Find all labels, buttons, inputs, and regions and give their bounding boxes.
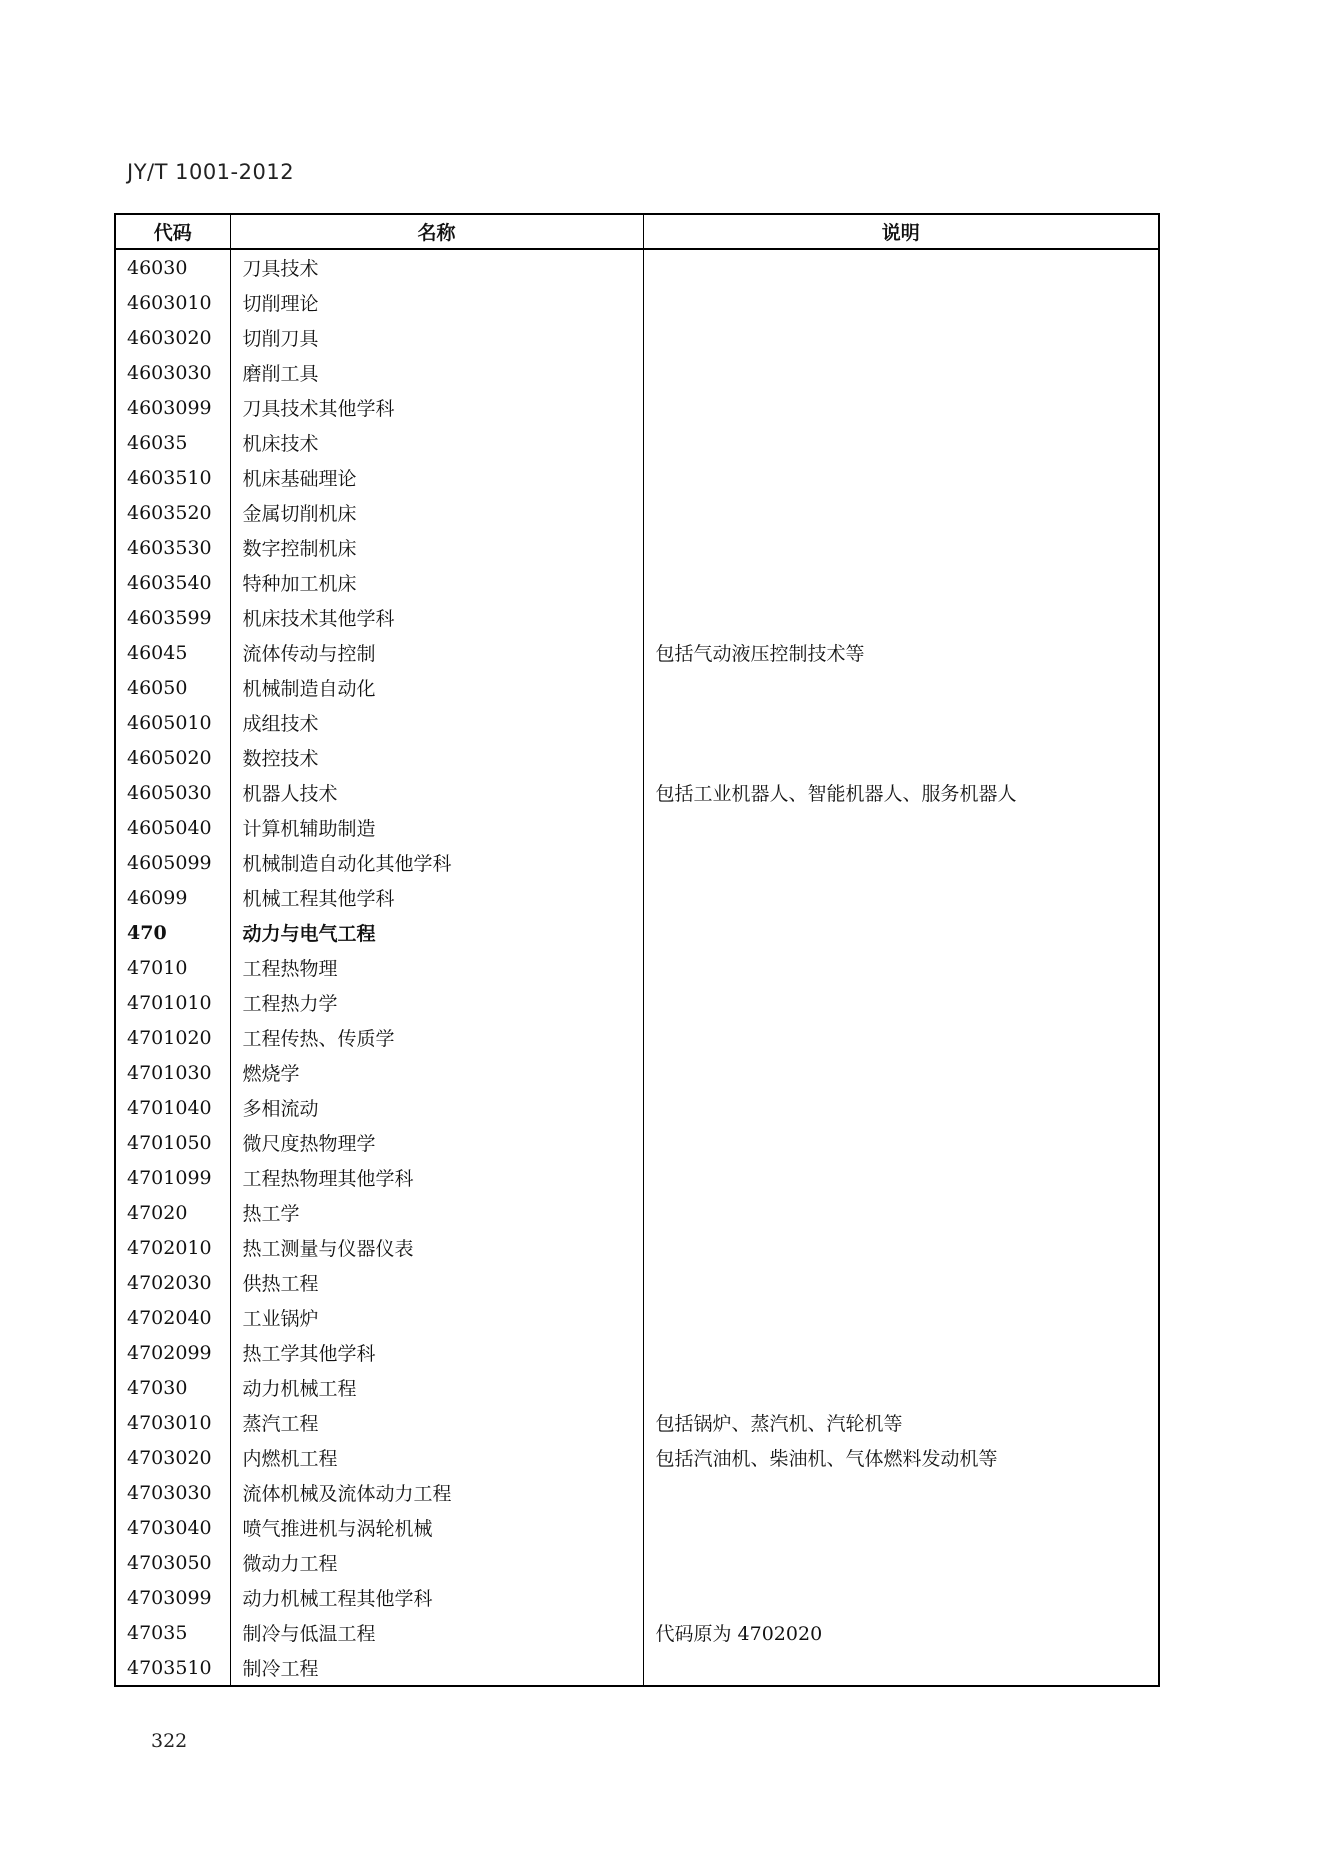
cell-code: 4603520 [127, 501, 212, 524]
cell-name: 流体机械及流体动力工程 [230, 1475, 643, 1510]
cell-code: 47035 [127, 1621, 188, 1644]
cell-note [643, 425, 1159, 460]
cell-note [643, 249, 1159, 285]
cell-name: 动力与电气工程 [230, 915, 643, 950]
table-row [115, 1230, 1159, 1265]
table-row [115, 1580, 1159, 1615]
cell-note [643, 1475, 1159, 1510]
cell-name: 制冷工程 [230, 1650, 643, 1686]
table-row [115, 1370, 1159, 1405]
cell-name: 金属切削机床 [230, 495, 643, 530]
cell-code: 4701030 [127, 1061, 212, 1084]
cell-note [643, 460, 1159, 495]
cell-name: 刀具技术其他学科 [230, 390, 643, 425]
cell-name: 机床基础理论 [230, 460, 643, 495]
table-row [115, 1405, 1159, 1440]
cell-code: 4703099 [127, 1586, 212, 1609]
cell-note [643, 1300, 1159, 1335]
cell-name: 微尺度热物理学 [230, 1125, 643, 1160]
table-row [115, 600, 1159, 635]
cell-note [643, 670, 1159, 705]
discipline-code-table [114, 213, 1160, 1687]
table-row [115, 1160, 1159, 1195]
cell-name: 热工学其他学科 [230, 1335, 643, 1370]
cell-name: 流体传动与控制 [230, 635, 643, 670]
cell-code: 4603099 [127, 396, 212, 419]
cell-code: 47010 [127, 956, 188, 979]
cell-note [643, 950, 1159, 985]
cell-note [643, 1545, 1159, 1580]
cell-name: 工程热力学 [230, 985, 643, 1020]
table-body [115, 249, 1159, 1686]
cell-code: 4702030 [127, 1271, 212, 1294]
cell-code: 4703510 [127, 1656, 212, 1679]
table-row [115, 810, 1159, 845]
table-header [115, 214, 1159, 249]
cell-note [643, 915, 1159, 950]
table-row [115, 249, 1159, 285]
cell-note [643, 355, 1159, 390]
cell-note [643, 1650, 1159, 1686]
cell-note [643, 1510, 1159, 1545]
cell-code: 4603020 [127, 326, 212, 349]
cell-code: 4703030 [127, 1481, 212, 1504]
page-number: 322 [151, 1730, 188, 1752]
cell-name: 燃烧学 [230, 1055, 643, 1090]
cell-name: 动力机械工程 [230, 1370, 643, 1405]
cell-note [643, 1090, 1159, 1125]
cell-name: 切削刀具 [230, 320, 643, 355]
cell-note [643, 285, 1159, 320]
cell-code: 4603599 [127, 606, 212, 629]
cell-note [643, 810, 1159, 845]
cell-code: 4603510 [127, 466, 212, 489]
cell-name: 切削理论 [230, 285, 643, 320]
column-header-code: 代码 [115, 214, 230, 249]
cell-name: 机床技术其他学科 [230, 600, 643, 635]
cell-code: 4603030 [127, 361, 212, 384]
cell-code: 4603540 [127, 571, 212, 594]
cell-code: 470 [127, 921, 167, 944]
table-row [115, 1020, 1159, 1055]
cell-code: 46050 [127, 676, 188, 699]
table-row [115, 460, 1159, 495]
table-row [115, 1510, 1159, 1545]
cell-code: 4701010 [127, 991, 212, 1014]
cell-code: 4702010 [127, 1236, 212, 1259]
cell-name: 工业锅炉 [230, 1300, 643, 1335]
cell-code: 46099 [127, 886, 188, 909]
cell-code: 4702099 [127, 1341, 212, 1364]
cell-code: 4703020 [127, 1446, 212, 1469]
cell-code: 4701050 [127, 1131, 212, 1154]
table-row [115, 390, 1159, 425]
table-row [115, 740, 1159, 775]
cell-name: 内燃机工程 [230, 1440, 643, 1475]
cell-note [643, 390, 1159, 425]
cell-name: 机械工程其他学科 [230, 880, 643, 915]
cell-code: 4703050 [127, 1551, 212, 1574]
cell-name: 工程热物理 [230, 950, 643, 985]
cell-note [643, 1020, 1159, 1055]
cell-note [643, 1265, 1159, 1300]
cell-note: 包括气动液压控制技术等 [643, 635, 1159, 670]
cell-name: 机床技术 [230, 425, 643, 460]
table-row [115, 1615, 1159, 1650]
cell-note [643, 1055, 1159, 1090]
cell-note [643, 565, 1159, 600]
cell-code: 4702040 [127, 1306, 212, 1329]
table-row [115, 1090, 1159, 1125]
cell-note [643, 530, 1159, 565]
table-row [115, 1545, 1159, 1580]
cell-note [643, 600, 1159, 635]
cell-name: 机械制造自动化其他学科 [230, 845, 643, 880]
cell-note: 包括锅炉、蒸汽机、汽轮机等 [643, 1405, 1159, 1440]
cell-note [643, 845, 1159, 880]
cell-note: 代码原为 4702020 [643, 1615, 1159, 1650]
table-row [115, 670, 1159, 705]
cell-code: 4701040 [127, 1096, 212, 1119]
table-row [115, 1440, 1159, 1475]
cell-name: 喷气推进机与涡轮机械 [230, 1510, 643, 1545]
table-row [115, 1195, 1159, 1230]
cell-note [643, 320, 1159, 355]
table-header-row [115, 214, 1159, 249]
cell-code: 47030 [127, 1376, 188, 1399]
document-header: JY/T 1001-2012 [127, 160, 295, 184]
cell-name: 机械制造自动化 [230, 670, 643, 705]
cell-name: 计算机辅助制造 [230, 810, 643, 845]
table-row [115, 495, 1159, 530]
cell-name: 热工学 [230, 1195, 643, 1230]
cell-name: 热工测量与仪器仪表 [230, 1230, 643, 1265]
cell-name: 刀具技术 [230, 249, 643, 285]
cell-name: 数字控制机床 [230, 530, 643, 565]
table-row [115, 565, 1159, 600]
cell-note: 包括工业机器人、智能机器人、服务机器人 [643, 775, 1159, 810]
cell-name: 多相流动 [230, 1090, 643, 1125]
cell-note: 包括汽油机、柴油机、气体燃料发动机等 [643, 1440, 1159, 1475]
table-row [115, 985, 1159, 1020]
table-row [115, 1300, 1159, 1335]
table-row [115, 1055, 1159, 1090]
table-row [115, 1125, 1159, 1160]
cell-name: 制冷与低温工程 [230, 1615, 643, 1650]
table-row [115, 880, 1159, 915]
cell-note [643, 1370, 1159, 1405]
cell-code: 4701020 [127, 1026, 212, 1049]
cell-note [643, 495, 1159, 530]
cell-note [643, 985, 1159, 1020]
cell-name: 工程传热、传质学 [230, 1020, 643, 1055]
table-row [115, 1335, 1159, 1370]
cell-code: 4603010 [127, 291, 212, 314]
cell-name: 工程热物理其他学科 [230, 1160, 643, 1195]
cell-code: 46045 [127, 641, 188, 664]
table-row [115, 530, 1159, 565]
cell-name: 蒸汽工程 [230, 1405, 643, 1440]
cell-code: 4605030 [127, 781, 212, 804]
column-header-note: 说明 [643, 214, 1159, 249]
cell-code: 4703040 [127, 1516, 212, 1539]
table-row [115, 320, 1159, 355]
cell-note [643, 1230, 1159, 1265]
cell-name: 特种加工机床 [230, 565, 643, 600]
cell-name: 供热工程 [230, 1265, 643, 1300]
table-row [115, 915, 1159, 950]
cell-code: 46030 [127, 256, 188, 279]
cell-name: 数控技术 [230, 740, 643, 775]
cell-code: 4605099 [127, 851, 212, 874]
cell-name: 磨削工具 [230, 355, 643, 390]
cell-code: 47020 [127, 1201, 188, 1224]
cell-code: 4701099 [127, 1166, 212, 1189]
cell-code: 4605010 [127, 711, 212, 734]
cell-code: 4605020 [127, 746, 212, 769]
cell-code: 46035 [127, 431, 188, 454]
table-row [115, 1650, 1159, 1686]
table-row [115, 1265, 1159, 1300]
table-row [115, 950, 1159, 985]
column-header-name: 名称 [230, 214, 643, 249]
cell-name: 成组技术 [230, 705, 643, 740]
cell-note [643, 740, 1159, 775]
table-row [115, 775, 1159, 810]
cell-code: 4603530 [127, 536, 212, 559]
cell-note [643, 1335, 1159, 1370]
cell-code: 4605040 [127, 816, 212, 839]
table-row [115, 1475, 1159, 1510]
table-row [115, 355, 1159, 390]
table-row [115, 705, 1159, 740]
cell-note [643, 1195, 1159, 1230]
table-row [115, 285, 1159, 320]
cell-name: 动力机械工程其他学科 [230, 1580, 643, 1615]
cell-name: 微动力工程 [230, 1545, 643, 1580]
table-row [115, 635, 1159, 670]
cell-note [643, 880, 1159, 915]
cell-note [643, 1125, 1159, 1160]
cell-note [643, 705, 1159, 740]
cell-note [643, 1160, 1159, 1195]
cell-code: 4703010 [127, 1411, 212, 1434]
cell-note [643, 1580, 1159, 1615]
cell-name: 机器人技术 [230, 775, 643, 810]
table-row [115, 845, 1159, 880]
table-row [115, 425, 1159, 460]
